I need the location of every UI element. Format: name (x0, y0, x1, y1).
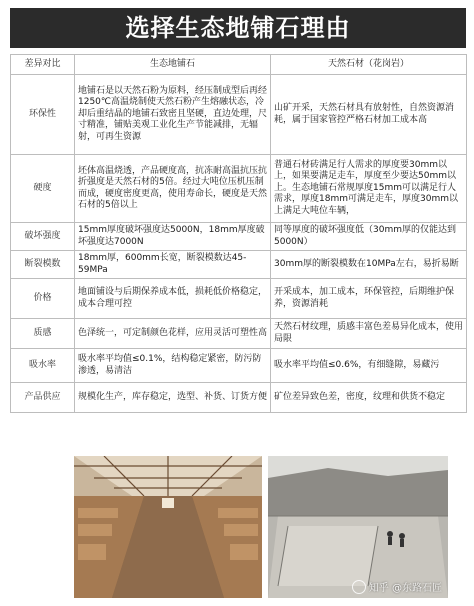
row-natural-cell: 同等厚度的破坏强度低（30mm厚的仅能达到5000N） (271, 223, 467, 251)
row-dimension: 破坏强度 (11, 223, 75, 251)
row-natural-cell: 普通石材砖满足行人需求的厚度要30mm以上，如果要满足走车，厚度至少要达50mm以上。生态地铺石常规厚度15mm可以满足行人需求，厚度18mm可满足走车，厚度30mm以上满足大吨位车辆， (271, 155, 467, 223)
row-dimension: 吸水率 (11, 349, 75, 383)
table-row (11, 75, 467, 155)
row-natural-cell: 天然石材纹理，质感丰富色差易异化成本，使用局限 (271, 319, 467, 349)
row-dimension: 硬度 (11, 155, 75, 223)
watermark (352, 579, 442, 594)
page-title: 选择生态地铺石理由 (10, 8, 466, 48)
table-row (11, 251, 467, 279)
row-eco-cell: 规模化生产，库存稳定，选型、补货、订货方便 (75, 383, 271, 413)
table-row (11, 383, 467, 413)
quarry-photo (268, 456, 448, 598)
row-dimension: 环保性 (11, 75, 75, 155)
factory-warehouse-photo (74, 456, 262, 598)
row-eco-cell: 15mm厚度破坏强度达5000N，18mm厚度破坏强度达7000N (75, 223, 271, 251)
table-row (11, 319, 467, 349)
row-natural-cell: 吸水率平均值≤0.6%，有细缝隙，易藏污 (271, 349, 467, 383)
watermark-text: 知乎 @东路石匠 (368, 583, 442, 594)
photo-strip (74, 456, 448, 598)
row-natural-cell: 山矿开采，天然石材具有放射性，自然资源消耗，属于国家管控严格石材加工成本高 (271, 75, 467, 155)
row-natural-cell: 开采成本，加工成本，环保管控，后期维护保养，资源消耗 (271, 279, 467, 319)
row-eco-cell: 18mm厚，600mm长宽，断裂模数达45-59MPa (75, 251, 271, 279)
row-eco-cell: 地面铺设与后期保养成本低，损耗低价格稳定，成本合理可控 (75, 279, 271, 319)
row-eco-cell: 地铺石是以天然石粉为原料，经压制成型后再经1250℃高温烧制使天然石粉产生熔融状态，冷却后重结晶的地铺石致密且坚硬，直边处理，尺寸精准，铺贴美观工业化生产节能减排，无辐射，可再生资源 (75, 75, 271, 155)
row-dimension: 断裂模数 (11, 251, 75, 279)
row-eco-cell: 吸水率平均值≤0.1%，结构稳定紧密，防污防渗透，易清洁 (75, 349, 271, 383)
table-row (11, 223, 467, 251)
table-row (11, 155, 467, 223)
header-eco-stone: 生态地铺石 (75, 55, 271, 75)
header-dimension: 差异对比 (11, 55, 75, 75)
zhihu-logo-icon (352, 580, 366, 594)
table-row (11, 279, 467, 319)
row-natural-cell: 矿位差异致色差，密度，纹理和供货不稳定 (271, 383, 467, 413)
row-natural-cell: 30mm厚的断裂模数在10MPa左右，易折易断 (271, 251, 467, 279)
row-eco-cell: 坯体高温烧透，产品硬度高，抗冻耐高温抗压抗折强度是天然石材的5倍。经过大吨位压机压制而成，硬度密度更高，使用寿命长，硬度是天然石材的5倍以上 (75, 155, 271, 223)
row-eco-cell: 色泽统一，可定制颜色花样，应用灵活可塑性高 (75, 319, 271, 349)
table-header-row (11, 55, 467, 75)
row-dimension: 质感 (11, 319, 75, 349)
comparison-table (10, 54, 467, 413)
row-dimension: 价格 (11, 279, 75, 319)
table-row (11, 349, 467, 383)
row-dimension: 产品供应 (11, 383, 75, 413)
header-natural-stone: 天然石材（花岗岩） (271, 55, 467, 75)
